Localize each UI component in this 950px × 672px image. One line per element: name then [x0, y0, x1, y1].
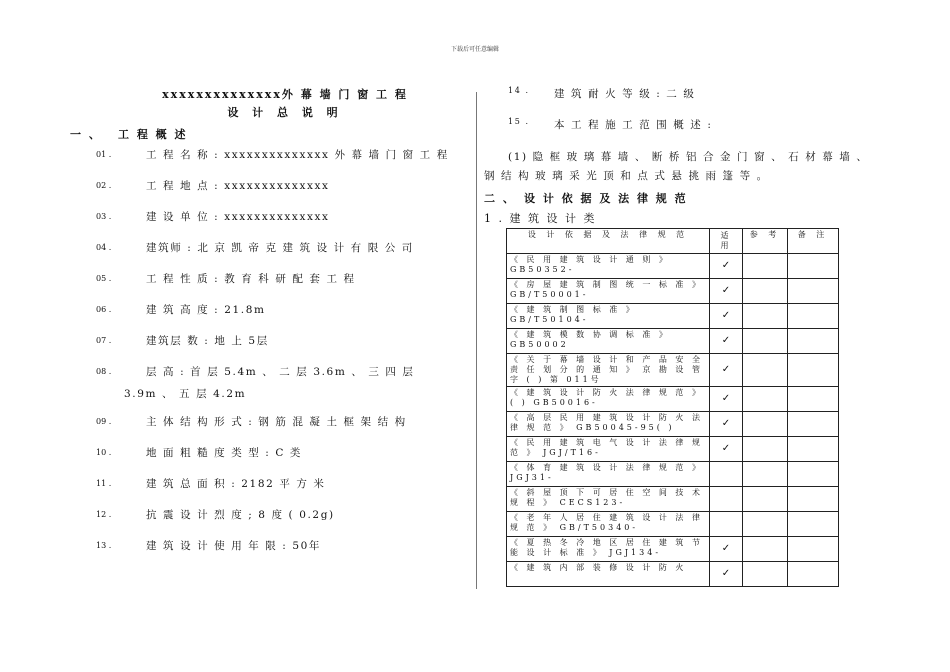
list-item	[70, 539, 470, 570]
remarks-cell	[788, 329, 839, 354]
reference-cell	[743, 329, 788, 354]
item-text	[146, 210, 330, 224]
table-row	[507, 487, 839, 512]
column-divider	[476, 92, 477, 589]
table-row	[507, 412, 839, 437]
applicable-check-cell: ✓	[710, 254, 743, 279]
item-text	[146, 446, 302, 460]
item-number: 08 .	[96, 367, 112, 376]
header-cell: 备 注	[788, 229, 839, 254]
applicable-check-cell: ✓	[710, 329, 743, 354]
section-heading-basis	[484, 190, 904, 210]
item-text	[124, 365, 415, 401]
applicable-check-cell	[710, 487, 743, 512]
scope-line: (1) 隐 框 玻 璃 幕 墙 、 断 桥 铝 合 金 门 窗 、 石 材 幕 墙 、	[508, 151, 869, 163]
item-text	[146, 272, 356, 286]
item-number: 06 .	[96, 305, 112, 314]
reference-cell	[743, 412, 788, 437]
reference-cell	[743, 254, 788, 279]
spec-name-cell: 《 夏 热 冬 冷 地 区 居 住 建 筑 节 能 设 计 标 准 》 JGJ134-	[507, 537, 710, 562]
table-row	[507, 354, 839, 387]
document-title: xxxxxxxxxxxxxx外 幕 墙 门 窗 工 程	[162, 88, 408, 101]
list-item	[70, 446, 470, 477]
list-item	[70, 241, 470, 272]
reference-cell	[743, 562, 788, 587]
remarks-cell	[788, 387, 839, 412]
item-text-line: 建筑师 : 北 京 凯 帝 克 建 筑 设 计 有 限 公 司	[146, 242, 414, 254]
item-text	[146, 179, 330, 193]
table-row	[507, 304, 839, 329]
item-text-line: 建 设 单 位 : xxxxxxxxxxxxxx	[146, 211, 330, 223]
reference-cell	[743, 487, 788, 512]
list-item	[70, 477, 470, 508]
table-row	[507, 462, 839, 487]
item-number: 14 .	[508, 86, 530, 95]
remarks-cell	[788, 562, 839, 587]
spec-name-cell: 《 建 筑 制 图 标 准 》 GB/T50104-	[507, 304, 710, 329]
left-column	[70, 86, 470, 570]
reference-cell	[743, 279, 788, 304]
table-row	[507, 329, 839, 354]
list-item	[70, 303, 470, 334]
list-item	[70, 415, 470, 446]
applicable-check-cell: ✓	[710, 387, 743, 412]
table-header-row	[507, 229, 839, 254]
table-row	[507, 437, 839, 462]
item-text-line: 工 程 地 点 : xxxxxxxxxxxxxx	[146, 180, 330, 192]
applicable-check-cell: ✓	[710, 279, 743, 304]
spec-name-cell: 《 建 筑 内 部 装 修 设 计 防 火	[507, 562, 710, 587]
remarks-cell	[788, 304, 839, 329]
spec-name-cell: 《 体 育 建 筑 设 计 法 律 规 范 》 JGJ31-	[507, 462, 710, 487]
table-row	[507, 387, 839, 412]
item-text	[146, 303, 266, 317]
item-text	[146, 415, 407, 429]
remarks-cell	[788, 254, 839, 279]
item-text-continuation: 3.9m 、 五 层 4.2m	[124, 388, 247, 400]
reference-cell	[743, 387, 788, 412]
document-subtitle: 设 计 总 说 明	[227, 106, 343, 119]
header-cell: 设 计 依 据 及 法 律 规 范	[507, 229, 710, 254]
applicable-check-cell	[710, 512, 743, 537]
list-item	[484, 117, 904, 148]
item-text-line: 层 高 : 首 层 5.4m 、 二 层 3.6m 、 三 四 层	[146, 366, 415, 378]
item-text-line: 主 体 结 构 形 式 : 钢 筋 混 凝 土 框 架 结 构	[146, 416, 407, 428]
applicable-check-cell	[710, 462, 743, 487]
table-row	[507, 562, 839, 587]
reference-cell	[743, 437, 788, 462]
header-cell: 参 考	[743, 229, 788, 254]
specification-table	[506, 228, 839, 587]
list-item	[70, 148, 470, 179]
item-text	[146, 539, 321, 553]
subsection-heading: 1 . 建 筑 设 计 类	[484, 212, 597, 225]
item-number: 15 .	[508, 117, 530, 126]
item-text	[146, 148, 449, 162]
item-number: 02 .	[96, 181, 112, 190]
overview-list	[70, 148, 470, 570]
item-text-line: 建 筑 总 面 积 : 2182 平 方 米	[146, 478, 326, 490]
item-number: 12 .	[96, 510, 112, 519]
applicable-check-cell: ✓	[710, 412, 743, 437]
item-text	[146, 508, 335, 522]
item-text-line: 抗 震 设 计 烈 度 ; 8 度 ( 0.2g)	[146, 509, 335, 521]
spec-name-cell: 《 民 用 建 筑 电 气 设 计 法 律 规 范 》 JGJ/T16-	[507, 437, 710, 462]
section-number: 一 、	[70, 128, 102, 141]
reference-cell	[743, 537, 788, 562]
item-text	[146, 477, 326, 491]
applicable-check-cell: ✓	[710, 437, 743, 462]
remarks-cell	[788, 462, 839, 487]
table-row	[507, 537, 839, 562]
table-row	[507, 512, 839, 537]
item-number: 13 .	[96, 541, 112, 550]
remarks-cell	[788, 437, 839, 462]
section-label: 设 计 依 据 及 法 律 规 范	[524, 192, 688, 205]
remarks-cell	[788, 279, 839, 304]
list-item	[70, 272, 470, 303]
item-text-line: 工 程 名 称 : xxxxxxxxxxxxxx 外 幕 墙 门 窗 工 程	[146, 149, 449, 161]
reference-cell	[743, 304, 788, 329]
item-text: 本 工 程 施 工 范 围 概 述 :	[554, 119, 713, 131]
item-text-line: 建 筑 高 度 : 21.8m	[146, 304, 266, 316]
item-text-line: 工 程 性 质 : 教 育 科 研 配 套 工 程	[146, 273, 356, 285]
item-text-line: 建 筑 设 计 使 用 年 限 : 50年	[146, 540, 322, 552]
header-note: 下载后可任意编辑	[450, 46, 499, 53]
item-number: 09 .	[96, 417, 112, 426]
spec-name-cell: 《 老 年 人 居 住 建 筑 设 计 法 律 规 范 》 GB/T50340-	[507, 512, 710, 537]
reference-cell	[743, 354, 788, 387]
remarks-cell	[788, 412, 839, 437]
item-number: 01 .	[96, 150, 112, 159]
scope-line: 钢 结 构 玻 璃 采 光 顶 和 点 式 悬 挑 雨 篷 等 。	[484, 170, 769, 182]
applicable-check-cell: ✓	[710, 537, 743, 562]
list-item	[70, 365, 470, 415]
item-number: 11 .	[96, 479, 112, 488]
applicable-check-cell: ✓	[710, 304, 743, 329]
item-number: 05 .	[96, 274, 112, 283]
spec-name-cell: 《 房 屋 建 筑 制 图 统 一 标 准 》 GB/T50001-	[507, 279, 710, 304]
item-text	[146, 334, 269, 348]
item-number: 07 .	[96, 336, 112, 345]
remarks-cell	[788, 512, 839, 537]
header-cell: 适 用	[710, 229, 743, 254]
section-number: 二 、	[484, 192, 516, 205]
table-body	[507, 254, 839, 587]
section-label: 工 程 概 述	[118, 128, 188, 141]
table-row	[507, 279, 839, 304]
list-item	[70, 210, 470, 241]
section-heading-overview	[70, 126, 470, 148]
spec-name-cell: 《 高 层 民 用 建 筑 设 计 防 火 法 律 规 范 》 GB50045-95( )	[507, 412, 710, 437]
applicable-check-cell: ✓	[710, 354, 743, 387]
spec-name-cell: 《 民 用 建 筑 设 计 通 则 》 GB50352-	[507, 254, 710, 279]
right-column	[484, 86, 904, 587]
reference-cell	[743, 512, 788, 537]
item-number: 10 .	[96, 448, 112, 457]
item-text-line: 建筑层 数 : 地 上 5层	[146, 335, 269, 347]
item-number: 04 .	[96, 243, 112, 252]
list-item	[70, 334, 470, 365]
spec-name-cell: 《 建 筑 模 数 协 调 标 准 》 GB50002	[507, 329, 710, 354]
spec-name-cell: 《 关 于 幕 墙 设 计 和 产 品 安 全 责 任 划 分 的 通 知 》 京 勘 设 管 字 ( ) 第 011号	[507, 354, 710, 387]
remarks-cell	[788, 537, 839, 562]
reference-cell	[743, 462, 788, 487]
list-item	[70, 508, 470, 539]
remarks-cell	[788, 487, 839, 512]
item-text-line: 地 面 粗 糙 度 类 型 : C 类	[146, 447, 303, 459]
item-text	[146, 241, 414, 255]
table-row	[507, 254, 839, 279]
remarks-cell	[788, 354, 839, 387]
item-text: 建 筑 耐 火 等 级 : 二 级	[554, 88, 696, 100]
spec-name-cell: 《 建 筑 设 计 防 火 法 律 规 范 》 ( ) GB50016-	[507, 387, 710, 412]
scope-paragraph	[484, 148, 918, 186]
list-item	[70, 179, 470, 210]
spec-name-cell: 《 斜 屋 顶 下 可 居 住 空 间 技 术 规 程 》 CECS123-	[507, 487, 710, 512]
applicable-check-cell: ✓	[710, 562, 743, 587]
item-number: 03 .	[96, 212, 112, 221]
list-item	[484, 86, 904, 117]
